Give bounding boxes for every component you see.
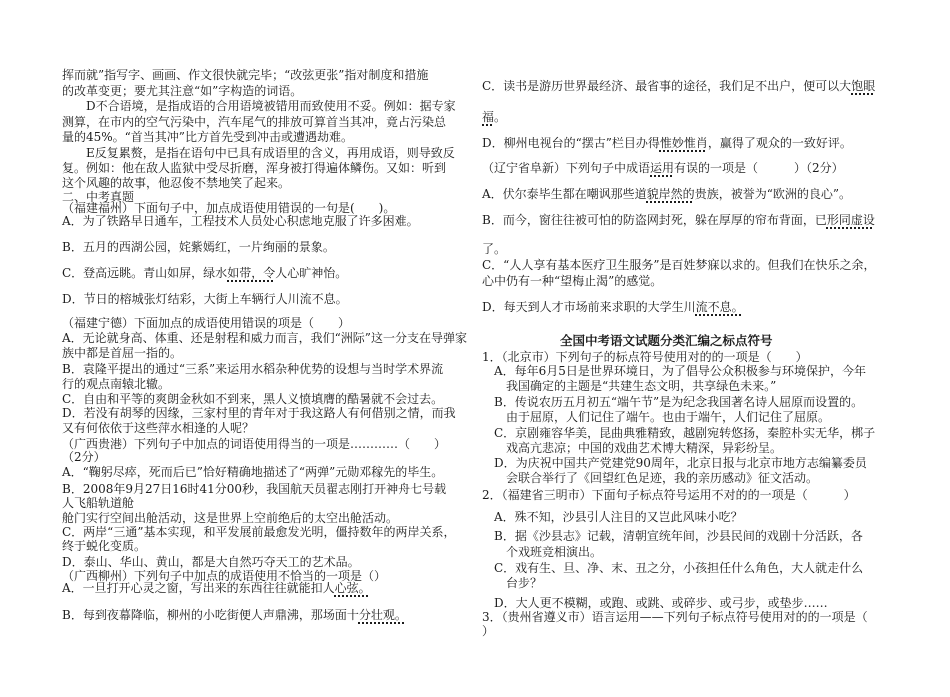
left-text-line: D．泰山、华山、黄山，都是大自然巧夺天工的艺术品。 bbox=[62, 555, 360, 569]
left-text-line: 这个风趣的故事，他忍俊不禁地笑了起来。 bbox=[62, 176, 291, 190]
left-text-line: 行的观点南辕北辙。 bbox=[62, 377, 171, 391]
left-text-line: D不合语境，是指成语的合用语境被错用而致使用不妥。例如：据专家 bbox=[62, 99, 456, 113]
right-text-line: C．“人人享有基本医疗卫生服务”是百姓梦寐以求的。但我们在快乐之余， bbox=[482, 258, 876, 272]
right-text-line: D．柳州电视台的“摆古”栏目办得惟妙惟肖，赢得了观众的一致好评。 bbox=[482, 136, 852, 150]
left-text-line: （福建福州）下面句子中，加点成语使用错误的一句是( )。 bbox=[62, 201, 396, 215]
right-text-line: 会联合举行了《回望红色足迹，我的亲历感动》征文活动。 bbox=[482, 471, 819, 485]
left-text-line: （广西柳州）下列句子中加点的成语使用不恰当的一项是（） bbox=[62, 569, 387, 583]
right-text-line: D．大人更不模糊，或跑、或跳、或碎步、或弓步，或垫步…… bbox=[482, 596, 828, 610]
left-text-line: （广西贵港）下列句子中加点的词语使用得当的一项是…………（ ） bbox=[62, 437, 447, 451]
left-text-line: （2分） bbox=[62, 450, 106, 464]
right-text-line: B．传说农历五月初五“端午节”是为纪念我国著名诗人屈原而设置的。 bbox=[482, 395, 864, 409]
left-text-line: 舱门实行空间出舱活动，这是世界上空前绝后的太空出舱活动。 bbox=[62, 511, 399, 525]
left-text-line: 族中都是首屈一指的。 bbox=[62, 346, 183, 360]
dotted-idiom: 貌岸然的 bbox=[646, 187, 695, 201]
left-text-line: 又有何依依于这些萍水相逢的人呢？ bbox=[62, 421, 255, 435]
right-text-line: 了。 bbox=[482, 242, 507, 256]
left-text-line: C．两岸“三通”基本实现，和平发展前最愈发光明，僵持数年的两岸关系， bbox=[62, 525, 456, 539]
left-text-line: 终于蜕化变质。 bbox=[62, 539, 147, 553]
left-text-line: B．每到夜幕降临，柳州的小吃街便人声鼎沸，那场面十分壮观。 bbox=[62, 608, 407, 622]
left-text-line: B．袁隆平提出的通过“三系”来运用水稻杂种优势的设想与当时学术界流 bbox=[62, 362, 444, 376]
left-text-line: 人飞船轨道舱 bbox=[62, 496, 135, 510]
left-text-line: 挥而就”指写字、画画、作文很快就完毕；“改弦更张”指对制度和措施 bbox=[62, 68, 429, 82]
right-text-line: 台步？ bbox=[482, 576, 543, 590]
right-text-line: 个戏班竞相演出。 bbox=[482, 545, 603, 559]
right-text-line: 由于屈原，人们记住了端午。也由于端午，人们记住了屈原。 bbox=[482, 410, 831, 424]
dotted-idiom: 分壮观。 bbox=[358, 608, 407, 622]
dotted-idiom: 形同虚设 bbox=[826, 213, 875, 227]
right-text-line: A．殊不知，沙县引人注目的又岂此风味小吃？ bbox=[482, 510, 743, 524]
left-text-line: C．自由和平等的爽朗金秋如不到来，黑人义愤填膺的酷暑就不会过去。 bbox=[62, 392, 444, 406]
right-text-line: 福。 bbox=[482, 110, 507, 124]
left-text-line: A．“鞠躬尽瘁，死而后已”恰好精确地描述了“两弹”元勋邓稼先的毕生。 bbox=[62, 465, 444, 479]
section-title: 全国中考语文试题分类汇编之标点符号 bbox=[560, 333, 773, 348]
dotted-idiom: 流不息。 bbox=[695, 300, 744, 314]
right-text-line: 1．（北京市）下列句子的标点符号使用对的的一项是（ ） bbox=[482, 350, 808, 364]
left-text-line: D．节日的榕城张灯结彩，大街上车辆行人川流不息。 bbox=[62, 292, 348, 306]
right-text-line: 2．（福建省三明市）下面句子标点符号运用不对的的一项是（ ） bbox=[482, 488, 856, 502]
left-text-line: A．一旦打开心灵之窗，写出来的东西往往就能扣人心弦。 bbox=[62, 581, 371, 595]
right-text-line: （辽宁省阜新）下列句子中成语运用有误的一项是（ ）（2分） bbox=[482, 161, 844, 175]
right-text-line: C．京剧雍容华美，昆曲典雅精致，越剧宛转悠扬，秦腔朴实无华，梆子 bbox=[482, 426, 876, 440]
right-text-line: 心中仍有一种“望梅止渴”的感觉。 bbox=[482, 274, 663, 288]
left-text-line: 的改革变更；要尤其注意“如”字构造的词语。 bbox=[62, 84, 303, 98]
right-text-line: 我国确定的主题是“共建生态文明，共享绿色未来。” bbox=[482, 379, 777, 393]
left-text-line: D．若没有胡琴的因缘，三家村里的青年对于我这路人有何借别之情，而我 bbox=[62, 406, 456, 420]
left-text-line: 复。例如：他在敌人监狱中受尽折磨，浑身被打得遍体鳞伤。又如：听到 bbox=[62, 161, 447, 175]
dotted-idiom: 心弦。 bbox=[334, 581, 371, 595]
right-text-line: C．戏有生、旦、净、末、丑之分，小孩担任什么角色，大人就走什么 bbox=[482, 561, 864, 575]
right-text-line: D．为庆祝中国共产党建党90周年，北京日报与北京市地方志编纂委员 bbox=[482, 456, 867, 470]
left-text-line: C．登高远眺。青山如屏，绿水如带，令人心旷神怡。 bbox=[62, 266, 348, 280]
right-text-line: ） bbox=[482, 624, 495, 638]
dotted-idiom: 惟妙惟肖 bbox=[659, 136, 708, 150]
right-text-line: A．每年6月5日是世界环境日，为了倡导公众积极参与环境保护，今年 bbox=[482, 364, 866, 378]
dotted-idiom: 饱眼 bbox=[851, 79, 876, 93]
right-text-line: 3．（贵州省遵义市）语言运用——下列句子标点符号使用对的的一项是（ bbox=[482, 610, 868, 624]
left-text-line: 测算，在市内的空气污染中，汽车尾气的排放可算首当其冲，竟占污染总 bbox=[62, 115, 447, 129]
left-text-line: B．2008年9月27日16时41分00秒，我国航天员翟志刚打开神舟七号载 bbox=[62, 482, 447, 496]
left-text-line: （福建宁德）下面加点的成语使用错误的项是（ ） bbox=[62, 316, 351, 330]
dotted-idiom: 如带，令 bbox=[227, 266, 276, 280]
right-text-line: C．读书是游历世界最经济、最省事的途径，我们足不出户，便可以大饱眼 bbox=[482, 79, 876, 93]
left-text-line: E反复累赘，是指在语句中已具有成语里的含义，再用成语，则导致反 bbox=[62, 146, 455, 160]
left-text-line: A．无论就身高、体重、还是射程和威力而言，我们“洲际”这一分支在导弹家 bbox=[62, 331, 467, 345]
right-text-line: B．据《沙县志》记载，清朝宣统年间，沙县民间的戏剧十分活跃，各 bbox=[482, 529, 863, 543]
right-text-line: B．而今，窗往往被可怕的防盗网封死，躲在厚厚的帘布背面，已形同虚设 bbox=[482, 213, 875, 227]
dotted-idiom: 运用 bbox=[650, 161, 675, 175]
right-text-line: A．伏尔泰毕生都在嘲讽那些道貌岸然的贵族，被誉为“欧洲的良心”。 bbox=[482, 187, 851, 201]
left-text-line: A．为了铁路早日通车，工程技术人员处心积虑地克服了许多困难。 bbox=[62, 214, 419, 228]
left-text-line: 二、中考真题 bbox=[62, 190, 135, 204]
dotted-idiom: 福 bbox=[482, 110, 495, 124]
right-text-line: D．每天到人才市场前来求职的大学生川流不息。 bbox=[482, 300, 744, 314]
left-text-line: B．五月的西湖公园，姹紫嫣红，一片绚丽的景象。 bbox=[62, 240, 335, 254]
right-text-line: 戏高亢悲凉；中国的戏曲艺术博大精深，异彩纷呈。 bbox=[482, 441, 783, 455]
left-text-line: 量的45%。“首当其冲”比方首先受到冲击或遭遇劫难。 bbox=[62, 130, 353, 144]
